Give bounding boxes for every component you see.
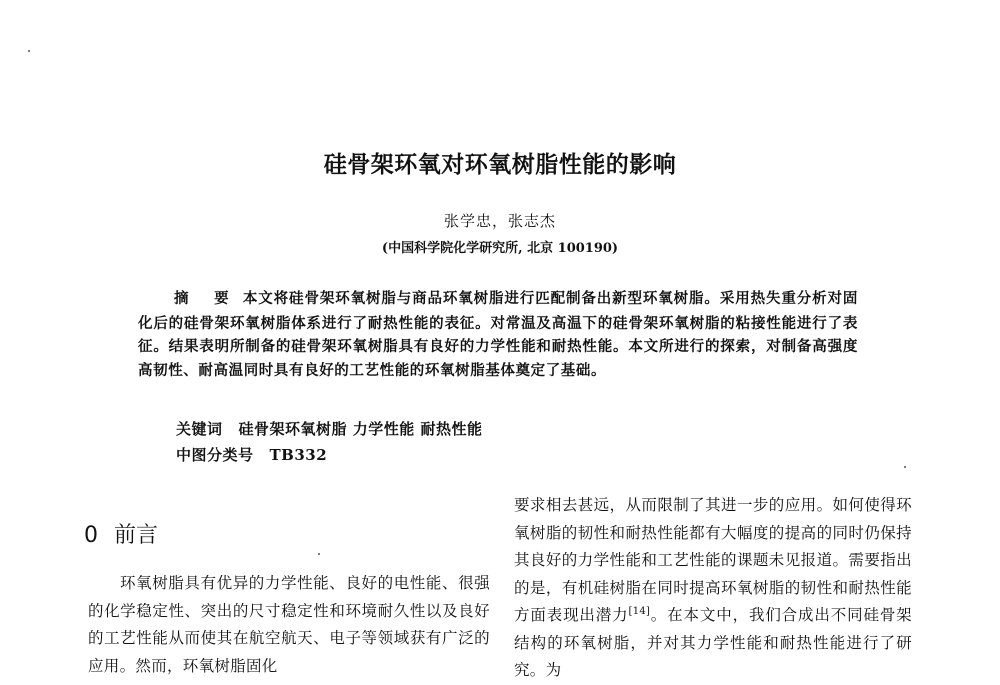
- section-heading: [84, 518, 158, 549]
- scan-speck: [28, 50, 30, 52]
- right-column-paragraph: [514, 492, 912, 685]
- abstract-text: 本文将硅骨架环氧树脂与商品环氧树脂进行匹配制备出新型环氧树脂。采用热失重分析对固化后的硅骨架环氧树脂体系进行了耐热性能的表征。对常温及高温下的硅骨架环氧树脂的粘接性能进行了表征。结果表明所制备的硅骨架环氧树脂具有良好的力学性能和耐热性能。本文所进行的探索，对制备高强度高韧性、耐高温同时具有良好的工艺性能的环氧树脂基体奠定了基础。: [138, 290, 858, 380]
- abstract-label: 摘 要: [174, 291, 239, 307]
- right-column-text: 要求相去甚远，从而限制了其进一步的应用。如何使得环氧树脂的韧性和耐热性能都有大幅度的提高的同时仍保持其良好的力学性能和工艺性能的课题未见报道。需要指出的是，有机硅树脂在同时提高环氧树脂的韧性和耐热性能方面表现出潜力: [514, 496, 912, 624]
- section-number: 0: [84, 523, 98, 548]
- scan-speck: [318, 553, 320, 555]
- abstract: [138, 287, 858, 383]
- keywords-label: 关键词: [176, 420, 223, 438]
- citation-reference: [14]: [628, 606, 651, 617]
- classification-line: [176, 444, 327, 465]
- classification-label: 中图分类号: [176, 446, 254, 464]
- right-column-text-continued: 。在本文中，我们合成出不同硅骨架结构的环氧树脂，并对其力学性能和耐热性能进行了研究。为: [514, 606, 912, 679]
- left-column-paragraph: 环氧树脂具有优异的力学性能、良好的电性能、很强的化学稳定性、突出的尺寸稳定性和环境耐久性以及良好的工艺性能从而使其在航空航天、电子等领域获有广泛的应用。然而，环氧树脂固化: [88, 574, 490, 675]
- author-list: 张学忠，张志杰: [443, 212, 556, 230]
- author-affiliation: (中国科学院化学研究所, 北京 100190): [381, 241, 619, 256]
- keywords-line: [176, 418, 482, 439]
- section-title: 前言: [114, 523, 159, 548]
- scan-speck: [904, 466, 906, 468]
- keywords-value: 硅骨架环氧树脂 力学性能 耐热性能: [238, 420, 483, 438]
- paper-title: 硅骨架环氧对环氧树脂性能的影响: [323, 152, 677, 178]
- classification-number: TB332: [269, 446, 328, 464]
